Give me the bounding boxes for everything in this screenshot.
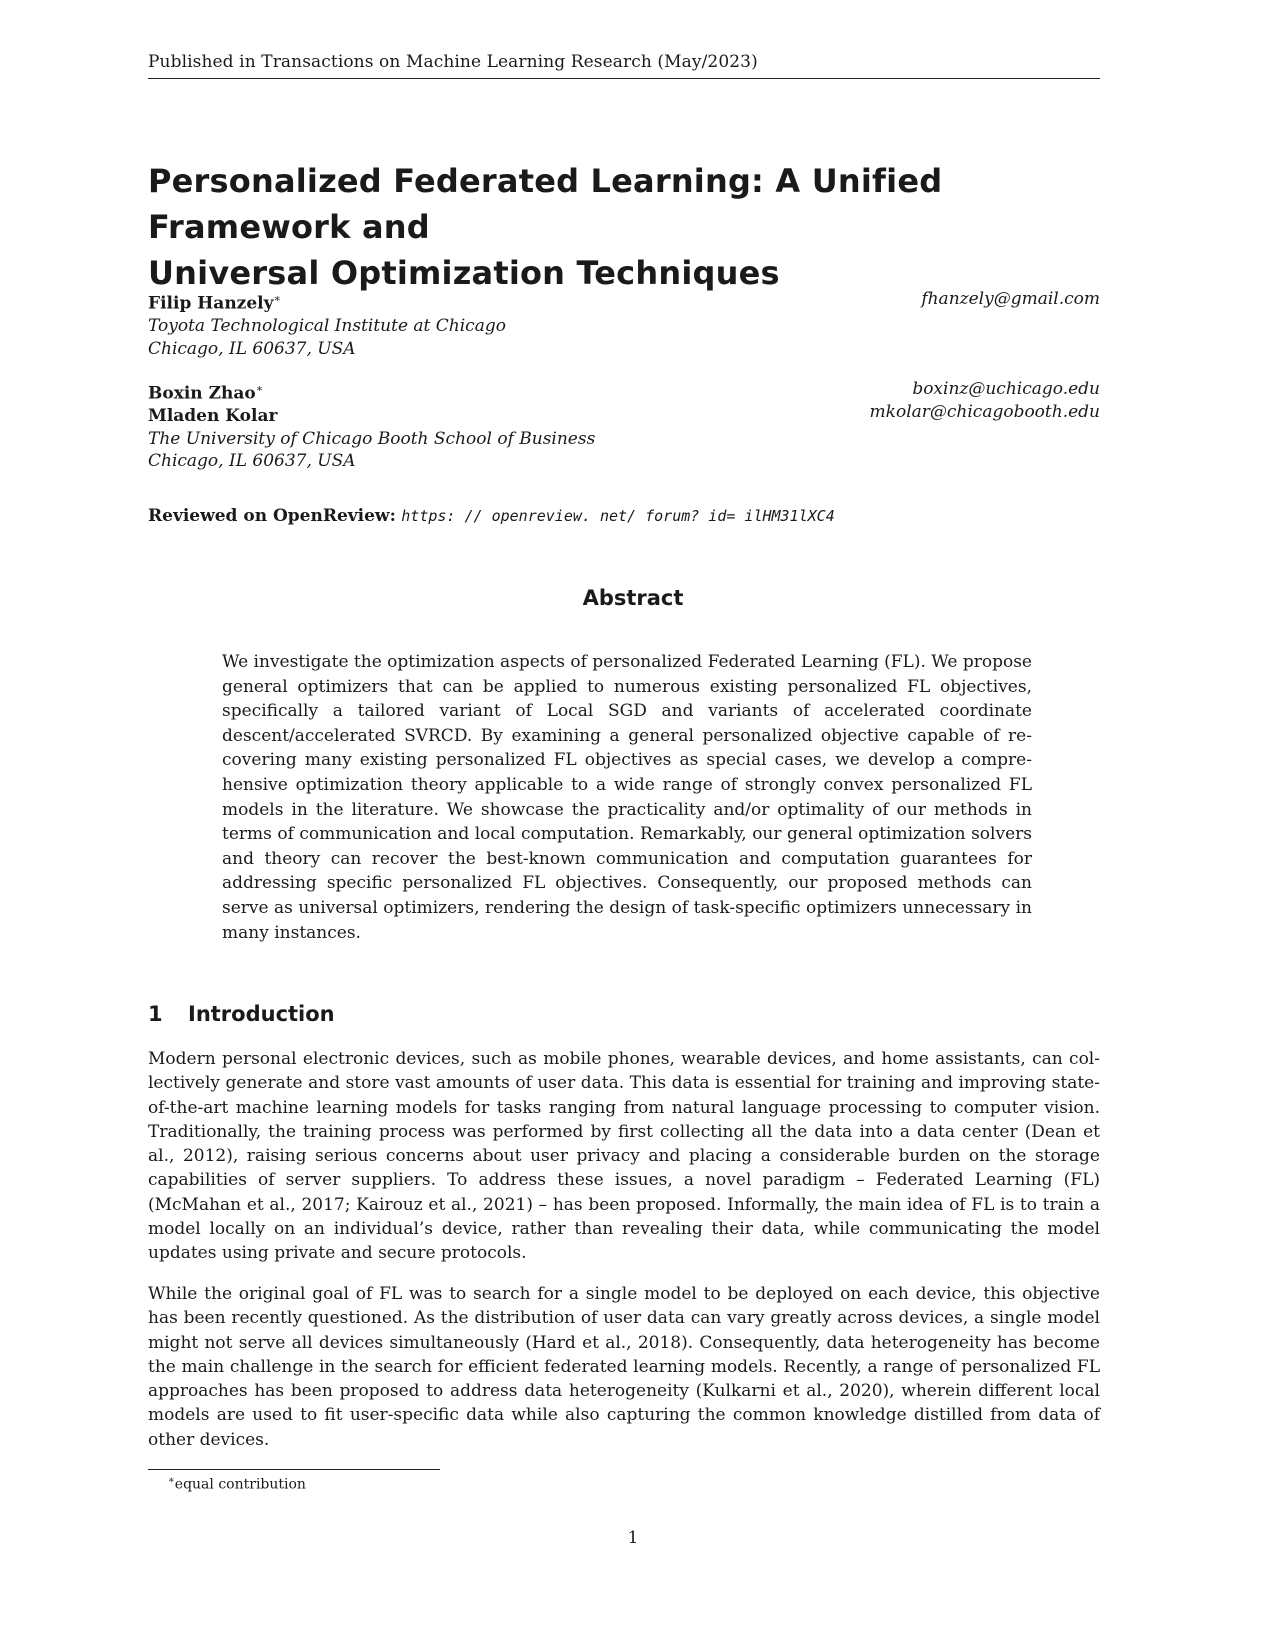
author-address: Chicago, IL 60637, USA [148, 451, 356, 472]
title-line-1: Personalized Federated Learning: A Unified Framework and [148, 162, 943, 246]
author-name-hanzely: Filip Hanzely [148, 293, 274, 314]
equal-contribution-mark: ∗ [273, 292, 281, 305]
review-label: Reviewed on OpenReview: [148, 506, 396, 526]
section-title: Introduction [188, 1002, 335, 1026]
footnote-text: equal contribution [174, 1476, 306, 1493]
footnote-rule [148, 1469, 440, 1470]
abstract-heading: Abstract [582, 586, 684, 610]
author-address: Chicago, IL 60637, USA [148, 338, 356, 359]
intro-paragraph-2: While the original goal of FL was to search for a single model to be deployed on each device, this objective has been recently questioned. As the distribution of user data can vary greatly across devices, a single model might not serve all devices simultaneously (Hard et al., 2018). Consequently, data heterogeneity has become the main challenge in the search for efficient federated learning models. Recently, a range of personalized FL approaches has been proposed to address data heterogeneity (Kulkarni et al., 2020), wherein different local models are used to fit user-specific data while also capturing the common knowledge distilled from data of other devices. [148, 1284, 1100, 1450]
openreview-link[interactable]: https: // openreview. net/ forum? id= ilHM31lXC4 [401, 507, 835, 525]
author-name-kolar: Mladen Kolar [148, 406, 278, 427]
section-number: 1 [148, 1002, 163, 1026]
paper-title [148, 158, 1108, 296]
author-email-zhao[interactable]: boxinz@uchicago.edu [912, 379, 1100, 399]
footnote-mark: ∗ [168, 1475, 175, 1486]
author-email-kolar[interactable]: mkolar@chicagobooth.edu [869, 401, 1100, 422]
author-name-zhao: Boxin Zhao [148, 383, 256, 404]
section-heading-introduction [148, 1002, 335, 1026]
author-block-1 [148, 288, 1100, 360]
author-email-hanzely[interactable]: fhanzely@gmail.com [921, 289, 1100, 309]
footnote [168, 1475, 306, 1493]
equal-contribution-mark: ∗ [255, 382, 264, 395]
title-line-2: Universal Optimization Techniques [148, 254, 780, 292]
intro-paragraph-1: Modern personal electronic devices, such as mobile phones, wearable devices, and home assistants, can collectively generate and store vast amounts of user data. This data is essential for training and improving state-of-the-art machine learning models for tasks ranging from natural language processing to computer vision. Traditionally, the training process was performed by first collecting all the data into a data center (Dean et al., 2012), raising serious concerns about user privacy and placing a considerable burden on the storage capabilities of server suppliers. To address these issues, a novel paradigm – Federated Learning (FL) (McMahan et al., 2017; Kairouz et al., 2021) – has been proposed. Informally, the main idea of FL is to train a model locally on an individual’s device, rather than revealing their data, while communicating the model updates using private and secure protocols. [148, 1049, 1100, 1264]
review-line [148, 506, 835, 526]
author-block-2 [148, 378, 1100, 473]
running-head: Published in Transactions on Machine Learning Research (May/2023) [148, 52, 1100, 79]
author-affiliation: The University of Chicago Booth School of Business [148, 428, 596, 449]
page-number: 1 [627, 1528, 639, 1548]
abstract-body: We investigate the optimization aspects of personalized Federated Learning (FL). We propose general optimizers that can be applied to numerous existing personalized FL objectives, specifically a tailored variant of Local SGD and variants of accelerated coordinate descent/accelerated SVRCD. By examining a general personalized objective capable of recovering many existing personalized FL objectives as special cases, we develop a comprehensive optimization theory applicable to a wide range of strongly convex personalized FL models in the literature. We showcase the practicality and/or optimality of our methods in terms of communication and local computation. Remarkably, our general optimization solvers and theory can recover the best-known communication and computation guarantees for addressing specific personalized FL objectives. Consequently, our proposed methods can serve as universal optimizers, rendering the design of task-specific optimizers unnecessary in many instances. [222, 652, 1032, 943]
author-affiliation: Toyota Technological Institute at Chicago [148, 316, 506, 337]
